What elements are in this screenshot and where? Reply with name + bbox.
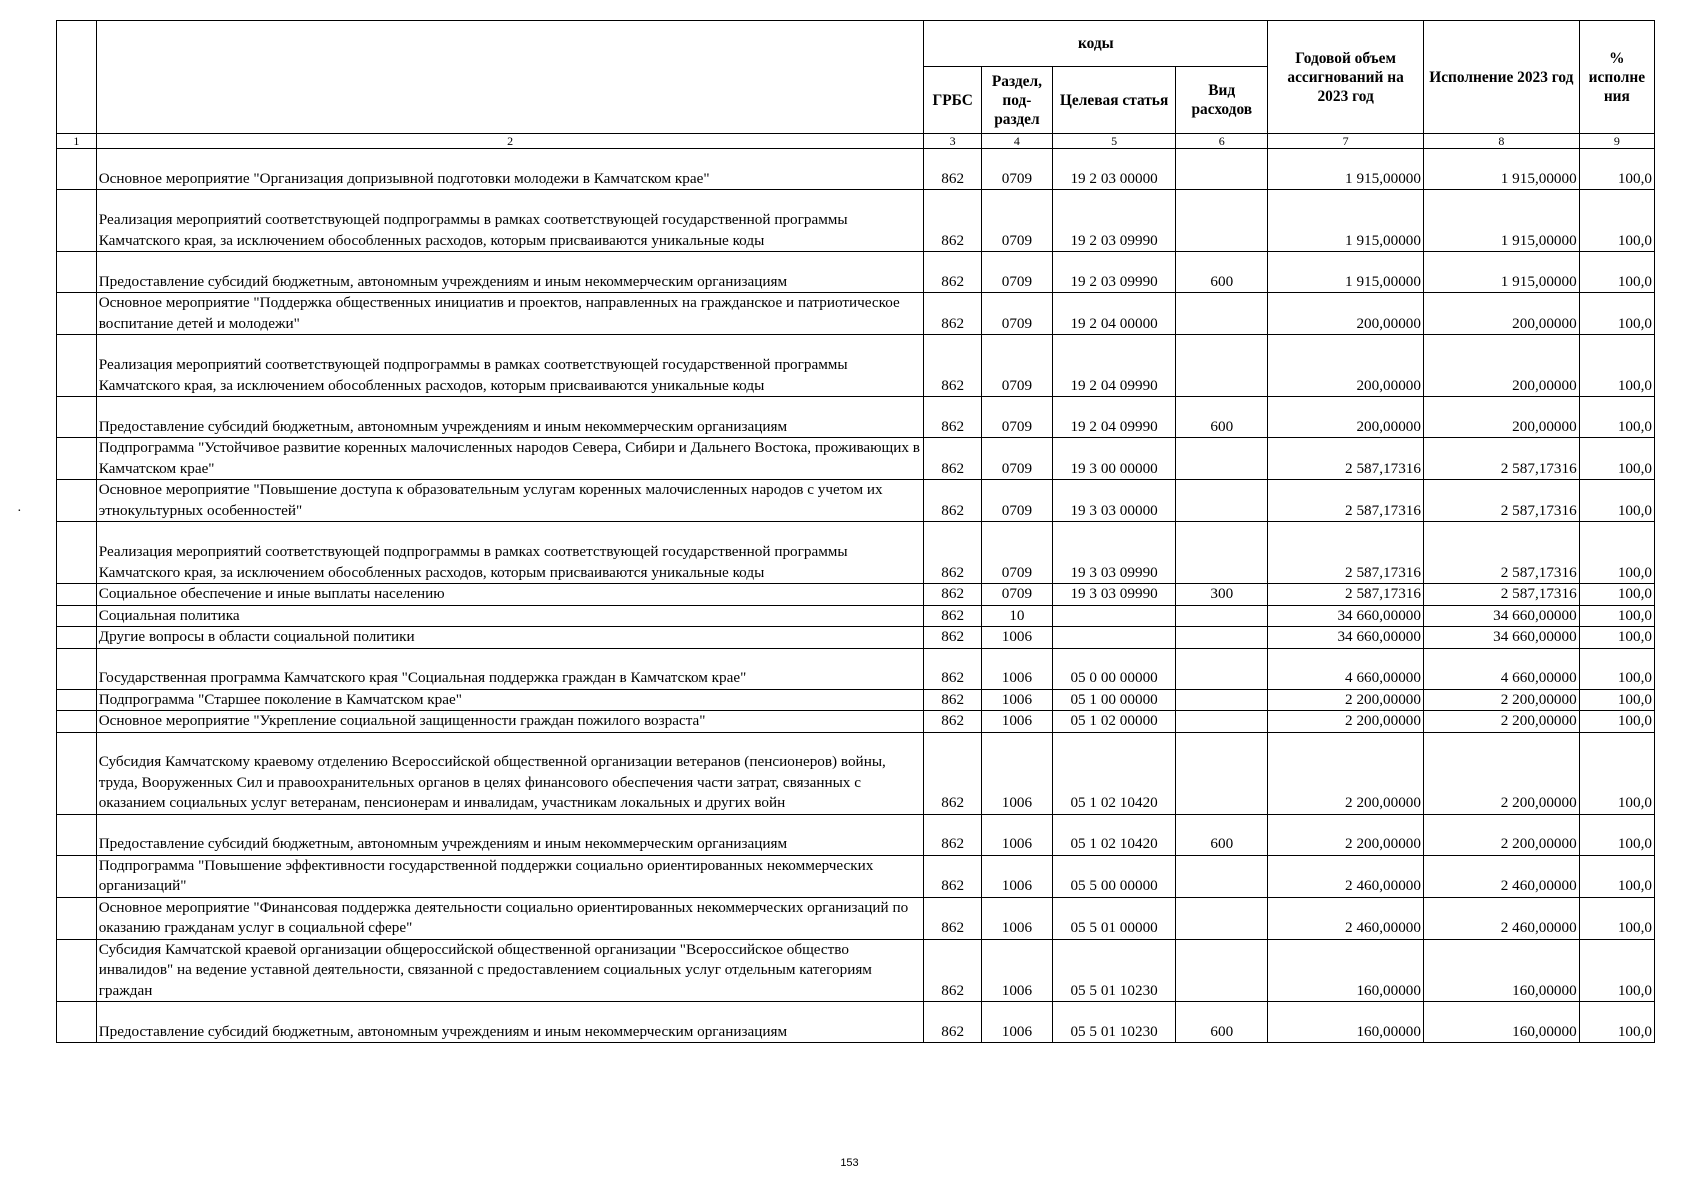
budget-sheet [56, 20, 1655, 1043]
row-number-cell [57, 522, 97, 584]
row-name: Социальное обеспечение и иные выплаты населению [96, 584, 924, 606]
row-annual: 1 915,00000 [1268, 190, 1424, 252]
header-annual: Годовой объем ассигнований на 2023 год [1268, 21, 1424, 134]
row-razdel: 1006 [981, 711, 1052, 733]
row-execution: 1 915,00000 [1423, 149, 1579, 190]
row-percent: 100,0 [1579, 480, 1654, 522]
column-number: 8 [1423, 134, 1579, 149]
row-grbs: 862 [924, 605, 981, 627]
header-codes-group: коды [924, 21, 1268, 67]
row-number-cell [57, 480, 97, 522]
row-tselevaya: 05 1 02 00000 [1052, 711, 1175, 733]
row-number-cell [57, 648, 97, 689]
column-number: 5 [1052, 134, 1175, 149]
header-grbs: ГРБС [924, 67, 981, 134]
row-number-cell [57, 732, 97, 814]
row-number-cell [57, 689, 97, 711]
table-row [57, 149, 1655, 190]
row-name: Подпрограмма "Старшее поколение в Камчатском крае" [96, 689, 924, 711]
row-annual: 1 915,00000 [1268, 252, 1424, 293]
row-razdel: 10 [981, 605, 1052, 627]
table-row [57, 627, 1655, 649]
row-percent: 100,0 [1579, 897, 1654, 939]
row-annual: 2 587,17316 [1268, 584, 1424, 606]
row-tselevaya: 05 5 01 10230 [1052, 1002, 1175, 1043]
table-row [57, 711, 1655, 733]
header-vid: Вид расходов [1176, 67, 1268, 134]
row-annual: 4 660,00000 [1268, 648, 1424, 689]
table-row [57, 190, 1655, 252]
column-number: 9 [1579, 134, 1654, 149]
row-execution: 2 587,17316 [1423, 584, 1579, 606]
row-percent: 100,0 [1579, 627, 1654, 649]
row-razdel: 0709 [981, 149, 1052, 190]
row-execution: 2 587,17316 [1423, 480, 1579, 522]
header-execution: Исполнение 2023 год [1423, 21, 1579, 134]
row-execution: 4 660,00000 [1423, 648, 1579, 689]
row-vid [1176, 855, 1268, 897]
row-number-cell [57, 584, 97, 606]
row-vid [1176, 293, 1268, 335]
row-annual: 2 200,00000 [1268, 732, 1424, 814]
table-row [57, 584, 1655, 606]
row-number-cell [57, 190, 97, 252]
row-number-cell [57, 293, 97, 335]
row-tselevaya: 19 3 00 00000 [1052, 438, 1175, 480]
row-razdel: 0709 [981, 438, 1052, 480]
row-percent: 100,0 [1579, 293, 1654, 335]
row-execution: 1 915,00000 [1423, 252, 1579, 293]
table-row [57, 1002, 1655, 1043]
row-razdel: 1006 [981, 627, 1052, 649]
row-name: Основное мероприятие "Финансовая поддержка деятельности социально ориентированных некоммерческих организаций по оказанию гражданам услуг в социальной сфере" [96, 897, 924, 939]
table-row [57, 438, 1655, 480]
row-razdel: 0709 [981, 480, 1052, 522]
row-tselevaya: 19 2 04 09990 [1052, 397, 1175, 438]
row-tselevaya: 05 5 00 00000 [1052, 855, 1175, 897]
table-row [57, 335, 1655, 397]
row-name: Основное мероприятие "Повышение доступа к образовательным услугам коренных малочисленных народов с учетом их этнокультурных особенностей" [96, 480, 924, 522]
row-vid: 600 [1176, 1002, 1268, 1043]
row-percent: 100,0 [1579, 397, 1654, 438]
row-grbs: 862 [924, 252, 981, 293]
row-execution: 200,00000 [1423, 397, 1579, 438]
row-razdel: 1006 [981, 897, 1052, 939]
row-grbs: 862 [924, 732, 981, 814]
row-tselevaya: 19 2 03 09990 [1052, 252, 1175, 293]
row-grbs: 862 [924, 689, 981, 711]
row-razdel: 1006 [981, 814, 1052, 855]
row-razdel: 0709 [981, 584, 1052, 606]
row-vid: 600 [1176, 814, 1268, 855]
table-row [57, 293, 1655, 335]
column-number: 4 [981, 134, 1052, 149]
row-name: Другие вопросы в области социальной политики [96, 627, 924, 649]
row-vid [1176, 648, 1268, 689]
table-row [57, 605, 1655, 627]
table-row [57, 855, 1655, 897]
row-percent: 100,0 [1579, 252, 1654, 293]
row-vid [1176, 711, 1268, 733]
row-vid [1176, 732, 1268, 814]
row-percent: 100,0 [1579, 1002, 1654, 1043]
table-row [57, 689, 1655, 711]
row-tselevaya: 05 1 02 10420 [1052, 814, 1175, 855]
row-vid [1176, 335, 1268, 397]
row-percent: 100,0 [1579, 584, 1654, 606]
row-tselevaya: 19 3 03 09990 [1052, 584, 1175, 606]
row-annual: 200,00000 [1268, 335, 1424, 397]
row-grbs: 862 [924, 149, 981, 190]
row-tselevaya: 05 1 02 10420 [1052, 732, 1175, 814]
row-name: Предоставление субсидий бюджетным, автономным учреждениям и иным некоммерческим организациям [96, 397, 924, 438]
row-annual: 2 200,00000 [1268, 814, 1424, 855]
row-grbs: 862 [924, 584, 981, 606]
row-name: Предоставление субсидий бюджетным, автономным учреждениям и иным некоммерческим организациям [96, 252, 924, 293]
row-annual: 34 660,00000 [1268, 605, 1424, 627]
row-grbs: 862 [924, 522, 981, 584]
table-row [57, 397, 1655, 438]
row-razdel: 0709 [981, 293, 1052, 335]
row-number-cell [57, 149, 97, 190]
row-razdel: 0709 [981, 190, 1052, 252]
row-name: Основное мероприятие "Укрепление социальной защищенности граждан пожилого возраста" [96, 711, 924, 733]
row-annual: 1 915,00000 [1268, 149, 1424, 190]
table-row [57, 648, 1655, 689]
row-grbs: 862 [924, 939, 981, 1002]
row-razdel: 1006 [981, 648, 1052, 689]
column-number: 7 [1268, 134, 1424, 149]
row-vid [1176, 627, 1268, 649]
row-annual: 2 200,00000 [1268, 711, 1424, 733]
row-tselevaya: 19 2 03 00000 [1052, 149, 1175, 190]
row-execution: 160,00000 [1423, 939, 1579, 1002]
row-name: Предоставление субсидий бюджетным, автономным учреждениям и иным некоммерческим организациям [96, 1002, 924, 1043]
row-grbs: 862 [924, 814, 981, 855]
row-percent: 100,0 [1579, 648, 1654, 689]
row-annual: 200,00000 [1268, 293, 1424, 335]
row-percent: 100,0 [1579, 732, 1654, 814]
row-name: Подпрограмма "Повышение эффективности государственной поддержки социально ориентированных некоммерческих организаций" [96, 855, 924, 897]
row-vid [1176, 689, 1268, 711]
row-execution: 160,00000 [1423, 1002, 1579, 1043]
row-name: Социальная политика [96, 605, 924, 627]
row-execution: 2 200,00000 [1423, 711, 1579, 733]
row-razdel: 1006 [981, 939, 1052, 1002]
row-grbs: 862 [924, 397, 981, 438]
row-grbs: 862 [924, 648, 981, 689]
row-name: Подпрограмма "Устойчивое развитие коренных малочисленных народов Севера, Сибири и Дальнего Востока, проживающих в Камчатском крае" [96, 438, 924, 480]
budget-table [56, 20, 1655, 1043]
row-annual: 160,00000 [1268, 1002, 1424, 1043]
row-tselevaya [1052, 605, 1175, 627]
row-name: Реализация мероприятий соответствующей подпрограммы в рамках соответствующей государственной программы Камчатского края, за исключением обособленных расходов, которым присваиваются уникальные коды [96, 335, 924, 397]
row-percent: 100,0 [1579, 814, 1654, 855]
row-tselevaya: 19 3 03 09990 [1052, 522, 1175, 584]
row-percent: 100,0 [1579, 438, 1654, 480]
row-annual: 2 587,17316 [1268, 438, 1424, 480]
row-razdel: 1006 [981, 689, 1052, 711]
row-razdel: 1006 [981, 1002, 1052, 1043]
row-name: Государственная программа Камчатского края "Социальная поддержка граждан в Камчатском крае" [96, 648, 924, 689]
row-number-cell [57, 855, 97, 897]
header-razdel: Раздел, под-раздел [981, 67, 1052, 134]
row-razdel: 1006 [981, 855, 1052, 897]
table-row [57, 732, 1655, 814]
row-percent: 100,0 [1579, 605, 1654, 627]
row-vid [1176, 522, 1268, 584]
row-percent: 100,0 [1579, 689, 1654, 711]
column-number: 2 [96, 134, 924, 149]
column-number: 3 [924, 134, 981, 149]
row-tselevaya: 05 5 01 00000 [1052, 897, 1175, 939]
row-tselevaya: 05 5 01 10230 [1052, 939, 1175, 1002]
column-number: 6 [1176, 134, 1268, 149]
row-percent: 100,0 [1579, 711, 1654, 733]
row-name: Основное мероприятие "Организация допризывной подготовки молодежи в Камчатском крае" [96, 149, 924, 190]
row-name: Реализация мероприятий соответствующей подпрограммы в рамках соответствующей государственной программы Камчатского края, за исключением обособленных расходов, которым присваиваются уникальные коды [96, 522, 924, 584]
row-percent: 100,0 [1579, 939, 1654, 1002]
row-razdel: 1006 [981, 732, 1052, 814]
row-number-cell [57, 1002, 97, 1043]
table-row [57, 897, 1655, 939]
row-percent: 100,0 [1579, 522, 1654, 584]
row-number-cell [57, 252, 97, 293]
table-row [57, 522, 1655, 584]
row-execution: 2 460,00000 [1423, 855, 1579, 897]
page-number: 153 [840, 1157, 859, 1169]
row-number-cell [57, 939, 97, 1002]
header-name [96, 21, 924, 134]
table-row [57, 252, 1655, 293]
row-grbs: 862 [924, 897, 981, 939]
row-razdel: 0709 [981, 252, 1052, 293]
row-execution: 200,00000 [1423, 335, 1579, 397]
column-number-row [57, 134, 1655, 149]
row-execution: 34 660,00000 [1423, 627, 1579, 649]
row-razdel: 0709 [981, 397, 1052, 438]
row-vid [1176, 939, 1268, 1002]
row-percent: 100,0 [1579, 335, 1654, 397]
row-annual: 200,00000 [1268, 397, 1424, 438]
row-execution: 2 200,00000 [1423, 732, 1579, 814]
row-percent: 100,0 [1579, 855, 1654, 897]
table-row [57, 814, 1655, 855]
row-vid [1176, 480, 1268, 522]
row-grbs: 862 [924, 335, 981, 397]
row-execution: 2 587,17316 [1423, 438, 1579, 480]
row-number-cell [57, 814, 97, 855]
row-name: Субсидия Камчатскому краевому отделению Всероссийской общественной организации ветеранов (пенсионеров) войны, труда, Вооруженных Сил и правоохранительных органов в целях финансового обеспечения части затрат, связанных с оказанием социальных услуг ветеранам, пенсионерам и инвалидам, участникам локальных и других войн [96, 732, 924, 814]
row-annual: 34 660,00000 [1268, 627, 1424, 649]
row-grbs: 862 [924, 480, 981, 522]
row-number-cell [57, 438, 97, 480]
header-row-number [57, 21, 97, 134]
row-number-cell [57, 605, 97, 627]
row-grbs: 862 [924, 293, 981, 335]
row-number-cell [57, 627, 97, 649]
row-razdel: 0709 [981, 522, 1052, 584]
row-tselevaya: 05 0 00 00000 [1052, 648, 1175, 689]
row-tselevaya [1052, 627, 1175, 649]
row-tselevaya: 19 3 03 00000 [1052, 480, 1175, 522]
row-tselevaya: 05 1 00 00000 [1052, 689, 1175, 711]
row-tselevaya: 19 2 04 00000 [1052, 293, 1175, 335]
row-name: Предоставление субсидий бюджетным, автономным учреждениям и иным некоммерческим организациям [96, 814, 924, 855]
row-annual: 2 460,00000 [1268, 855, 1424, 897]
row-annual: 2 460,00000 [1268, 897, 1424, 939]
row-name: Субсидия Камчатской краевой организации общероссийской общественной организации "Всероссийское общество инвалидов" на ведение уставной деятельности, связанной с предоставлением социальных услуг отдельным категориям граждан [96, 939, 924, 1002]
row-annual: 2 587,17316 [1268, 522, 1424, 584]
row-number-cell [57, 397, 97, 438]
row-grbs: 862 [924, 627, 981, 649]
row-execution: 2 587,17316 [1423, 522, 1579, 584]
row-annual: 2 587,17316 [1268, 480, 1424, 522]
row-tselevaya: 19 2 04 09990 [1052, 335, 1175, 397]
row-execution: 200,00000 [1423, 293, 1579, 335]
row-name: Основное мероприятие "Поддержка общественных инициатив и проектов, направленных на гражданское и патриотическое воспитание детей и молодежи" [96, 293, 924, 335]
row-percent: 100,0 [1579, 149, 1654, 190]
row-execution: 1 915,00000 [1423, 190, 1579, 252]
row-vid: 600 [1176, 252, 1268, 293]
row-number-cell [57, 897, 97, 939]
table-row [57, 480, 1655, 522]
row-number-cell [57, 711, 97, 733]
row-grbs: 862 [924, 438, 981, 480]
row-percent: 100,0 [1579, 190, 1654, 252]
row-vid [1176, 149, 1268, 190]
row-razdel: 0709 [981, 335, 1052, 397]
row-name: Реализация мероприятий соответствующей подпрограммы в рамках соответствующей государственной программы Камчатского края, за исключением обособленных расходов, которым присваиваются уникальные коды [96, 190, 924, 252]
row-execution: 2 200,00000 [1423, 689, 1579, 711]
row-vid [1176, 897, 1268, 939]
row-vid: 300 [1176, 584, 1268, 606]
row-vid [1176, 605, 1268, 627]
header-percent: % исполне ния [1579, 21, 1654, 134]
row-annual: 2 200,00000 [1268, 689, 1424, 711]
column-number: 1 [57, 134, 97, 149]
header-tselevaya: Целевая статья [1052, 67, 1175, 134]
row-vid: 600 [1176, 397, 1268, 438]
row-vid [1176, 190, 1268, 252]
row-grbs: 862 [924, 190, 981, 252]
row-execution: 34 660,00000 [1423, 605, 1579, 627]
row-number-cell [57, 335, 97, 397]
row-grbs: 862 [924, 711, 981, 733]
row-annual: 160,00000 [1268, 939, 1424, 1002]
row-execution: 2 200,00000 [1423, 814, 1579, 855]
row-execution: 2 460,00000 [1423, 897, 1579, 939]
row-grbs: 862 [924, 1002, 981, 1043]
row-grbs: 862 [924, 855, 981, 897]
row-tselevaya: 19 2 03 09990 [1052, 190, 1175, 252]
table-row [57, 939, 1655, 1002]
row-vid [1176, 438, 1268, 480]
table-body [57, 149, 1655, 1043]
margin-mark: · [17, 504, 22, 519]
